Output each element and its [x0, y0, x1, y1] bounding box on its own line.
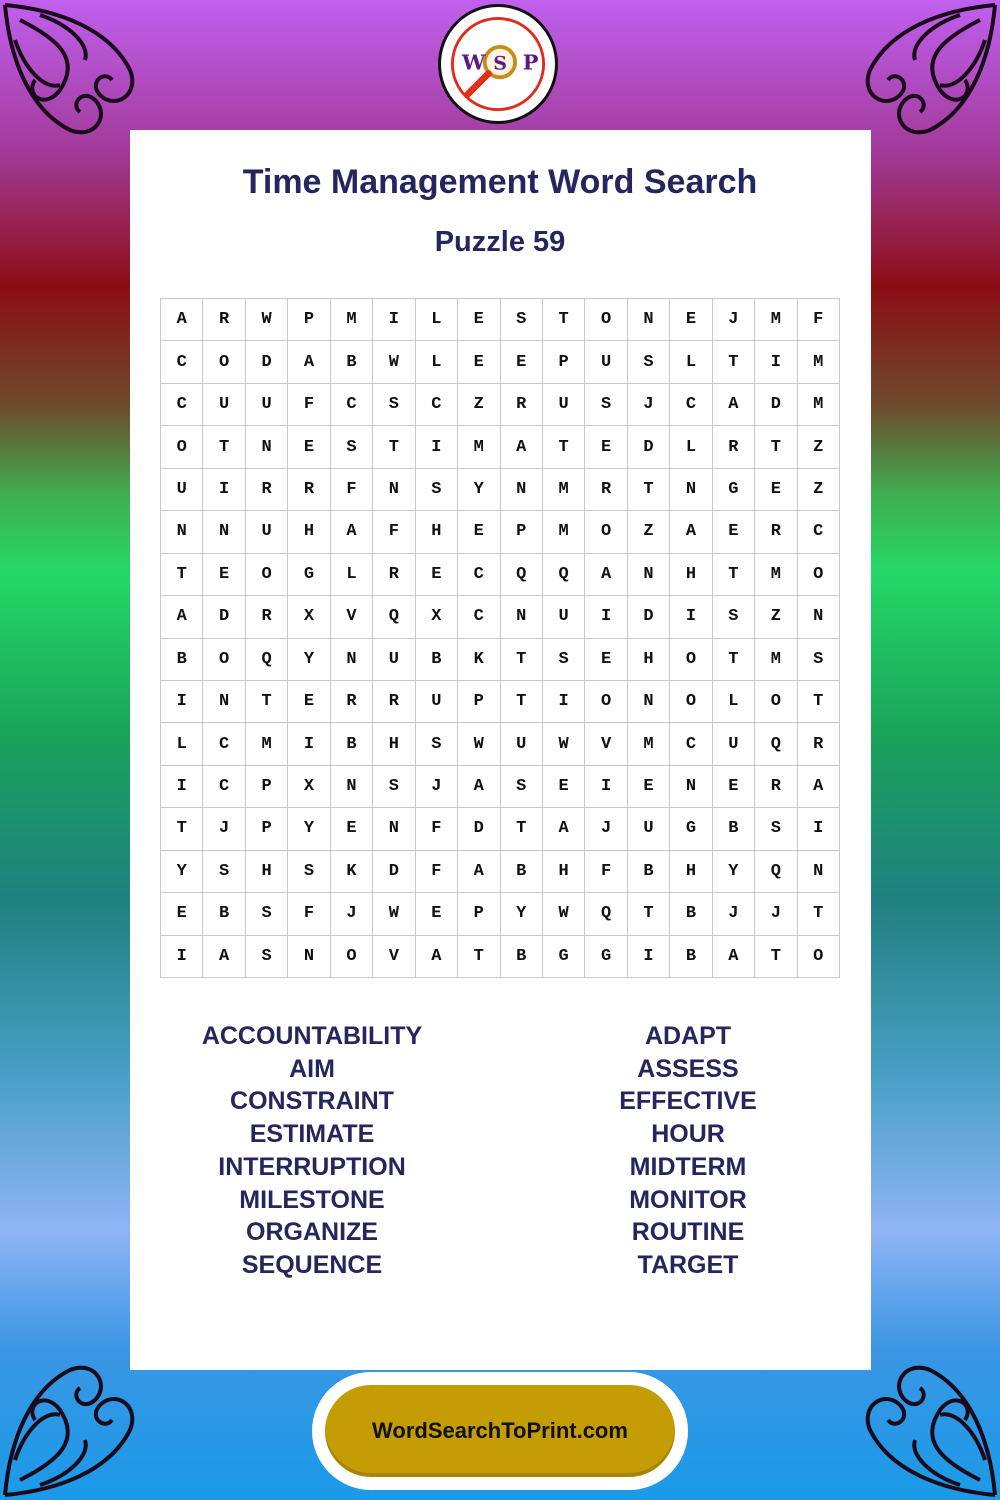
grid-cell[interactable]: U: [543, 596, 585, 638]
grid-cell[interactable]: E: [670, 299, 712, 341]
grid-cell[interactable]: O: [585, 511, 627, 553]
grid-cell[interactable]: H: [373, 723, 415, 765]
grid-cell[interactable]: P: [501, 511, 543, 553]
grid-cell[interactable]: T: [501, 808, 543, 850]
grid-cell[interactable]: Z: [755, 596, 797, 638]
grid-cell[interactable]: L: [331, 554, 373, 596]
wsp-logo[interactable]: [438, 4, 558, 124]
grid-cell[interactable]: B: [713, 808, 755, 850]
grid-cell[interactable]: H: [670, 554, 712, 596]
grid-cell[interactable]: E: [288, 681, 330, 723]
grid-cell[interactable]: Z: [798, 469, 840, 511]
grid-cell[interactable]: A: [416, 936, 458, 978]
grid-cell[interactable]: J: [755, 893, 797, 935]
grid-cell[interactable]: M: [543, 469, 585, 511]
grid-cell[interactable]: E: [288, 426, 330, 468]
grid-cell[interactable]: E: [458, 511, 500, 553]
grid-cell[interactable]: T: [543, 426, 585, 468]
grid-cell[interactable]: N: [628, 554, 670, 596]
grid-cell[interactable]: C: [161, 341, 203, 383]
grid-cell[interactable]: J: [628, 384, 670, 426]
word-list-item: ESTIMATE: [249, 1120, 375, 1149]
grid-cell[interactable]: Z: [798, 426, 840, 468]
grid-cell[interactable]: N: [501, 596, 543, 638]
grid-cell[interactable]: U: [246, 384, 288, 426]
grid-cell[interactable]: A: [161, 596, 203, 638]
grid-cell[interactable]: E: [713, 766, 755, 808]
grid-cell[interactable]: M: [628, 723, 670, 765]
word-list-item: HOUR: [651, 1120, 725, 1149]
grid-cell[interactable]: D: [373, 851, 415, 893]
grid-cell[interactable]: W: [246, 299, 288, 341]
grid-cell[interactable]: S: [628, 341, 670, 383]
grid-cell[interactable]: C: [416, 384, 458, 426]
grid-cell[interactable]: L: [416, 299, 458, 341]
grid-cell[interactable]: T: [755, 936, 797, 978]
grid-cell[interactable]: B: [670, 893, 712, 935]
grid-cell[interactable]: T: [713, 639, 755, 681]
grid-cell[interactable]: R: [246, 469, 288, 511]
grid-cell[interactable]: F: [288, 893, 330, 935]
grid-cell[interactable]: S: [246, 893, 288, 935]
grid-cell[interactable]: Y: [288, 808, 330, 850]
grid-cell[interactable]: J: [416, 766, 458, 808]
grid-cell[interactable]: K: [331, 851, 373, 893]
word-list-item: MILESTONE: [239, 1185, 385, 1214]
grid-cell[interactable]: O: [203, 639, 245, 681]
grid-cell[interactable]: B: [628, 851, 670, 893]
grid-cell[interactable]: Q: [543, 554, 585, 596]
grid-cell[interactable]: M: [458, 426, 500, 468]
grid-cell[interactable]: G: [288, 554, 330, 596]
grid-cell[interactable]: J: [203, 808, 245, 850]
grid-cell[interactable]: A: [585, 554, 627, 596]
grid-cell[interactable]: C: [670, 723, 712, 765]
grid-cell[interactable]: T: [628, 469, 670, 511]
grid-cell[interactable]: Y: [458, 469, 500, 511]
grid-cell[interactable]: E: [628, 766, 670, 808]
grid-cell[interactable]: M: [798, 384, 840, 426]
grid-cell[interactable]: T: [501, 681, 543, 723]
grid-cell[interactable]: N: [246, 426, 288, 468]
grid-cell[interactable]: E: [458, 299, 500, 341]
word-list-item: ROUTINE: [631, 1218, 745, 1247]
grid-cell[interactable]: T: [628, 893, 670, 935]
grid-cell[interactable]: F: [416, 808, 458, 850]
grid-cell[interactable]: F: [585, 851, 627, 893]
grid-cell[interactable]: B: [501, 851, 543, 893]
grid-cell[interactable]: R: [246, 596, 288, 638]
grid-cell[interactable]: I: [585, 596, 627, 638]
grid-cell[interactable]: X: [288, 766, 330, 808]
grid-cell[interactable]: R: [501, 384, 543, 426]
grid-cell[interactable]: Q: [501, 554, 543, 596]
grid-cell[interactable]: T: [713, 554, 755, 596]
grid-cell[interactable]: A: [501, 426, 543, 468]
grid-cell[interactable]: M: [246, 723, 288, 765]
grid-cell[interactable]: U: [501, 723, 543, 765]
word-list-item: MONITOR: [629, 1185, 747, 1214]
grid-cell[interactable]: H: [416, 511, 458, 553]
grid-cell[interactable]: I: [416, 426, 458, 468]
grid-cell[interactable]: O: [246, 554, 288, 596]
logo-letter-w: W: [461, 49, 486, 75]
grid-cell[interactable]: G: [585, 936, 627, 978]
grid-cell[interactable]: T: [713, 341, 755, 383]
grid-cell[interactable]: A: [288, 341, 330, 383]
grid-cell[interactable]: Z: [628, 511, 670, 553]
grid-cell[interactable]: N: [628, 681, 670, 723]
grid-cell[interactable]: Y: [501, 893, 543, 935]
grid-cell[interactable]: O: [161, 426, 203, 468]
grid-cell[interactable]: G: [670, 808, 712, 850]
grid-cell[interactable]: H: [628, 639, 670, 681]
grid-cell[interactable]: N: [628, 299, 670, 341]
grid-cell[interactable]: B: [331, 723, 373, 765]
grid-cell[interactable]: F: [798, 299, 840, 341]
grid-cell[interactable]: U: [246, 511, 288, 553]
grid-cell[interactable]: T: [798, 893, 840, 935]
grid-cell[interactable]: A: [543, 808, 585, 850]
grid-cell[interactable]: D: [755, 384, 797, 426]
grid-cell[interactable]: N: [670, 766, 712, 808]
grid-cell[interactable]: S: [543, 639, 585, 681]
grid-cell[interactable]: N: [373, 808, 415, 850]
grid-cell[interactable]: S: [585, 384, 627, 426]
grid-cell[interactable]: R: [288, 469, 330, 511]
grid-cell[interactable]: O: [798, 554, 840, 596]
grid-cell[interactable]: P: [246, 808, 288, 850]
grid-cell[interactable]: A: [798, 766, 840, 808]
grid-cell[interactable]: Q: [755, 851, 797, 893]
grid-cell[interactable]: A: [331, 511, 373, 553]
grid-cell[interactable]: H: [543, 851, 585, 893]
grid-cell[interactable]: T: [203, 426, 245, 468]
grid-cell[interactable]: N: [670, 469, 712, 511]
grid-cell[interactable]: E: [416, 893, 458, 935]
grid-cell[interactable]: E: [713, 511, 755, 553]
grid-cell[interactable]: Z: [458, 384, 500, 426]
word-list-item: ASSESS: [637, 1054, 739, 1083]
grid-cell[interactable]: Y: [288, 639, 330, 681]
grid-cell[interactable]: O: [331, 936, 373, 978]
word-list-item: ACCOUNTABILITY: [201, 1022, 423, 1050]
grid-cell[interactable]: R: [373, 681, 415, 723]
grid-cell[interactable]: U: [585, 341, 627, 383]
grid-cell[interactable]: S: [416, 723, 458, 765]
grid-cell[interactable]: D: [246, 341, 288, 383]
grid-cell[interactable]: R: [755, 511, 797, 553]
grid-cell[interactable]: S: [373, 766, 415, 808]
grid-cell[interactable]: H: [246, 851, 288, 893]
grid-cell[interactable]: P: [288, 299, 330, 341]
grid-cell[interactable]: R: [373, 554, 415, 596]
grid-cell[interactable]: E: [458, 341, 500, 383]
grid-cell[interactable]: E: [543, 766, 585, 808]
grid-cell[interactable]: S: [798, 639, 840, 681]
grid-cell[interactable]: L: [670, 426, 712, 468]
grid-cell[interactable]: U: [373, 639, 415, 681]
page-title: Time Management Word Search: [242, 163, 758, 201]
grid-cell[interactable]: F: [288, 384, 330, 426]
grid-cell[interactable]: C: [458, 554, 500, 596]
grid-cell[interactable]: R: [713, 426, 755, 468]
grid-cell[interactable]: I: [203, 469, 245, 511]
grid-cell[interactable]: W: [543, 723, 585, 765]
grid-cell[interactable]: M: [331, 299, 373, 341]
grid-cell[interactable]: S: [713, 596, 755, 638]
grid-cell[interactable]: U: [416, 681, 458, 723]
grid-cell[interactable]: A: [713, 384, 755, 426]
grid-cell[interactable]: B: [161, 639, 203, 681]
grid-cell[interactable]: R: [331, 681, 373, 723]
grid-cell[interactable]: T: [246, 681, 288, 723]
grid-cell[interactable]: J: [713, 893, 755, 935]
grid-cell[interactable]: S: [755, 808, 797, 850]
grid-cell[interactable]: W: [373, 341, 415, 383]
grid-cell[interactable]: I: [161, 766, 203, 808]
grid-cell[interactable]: M: [543, 511, 585, 553]
grid-cell[interactable]: E: [331, 808, 373, 850]
grid-cell[interactable]: A: [713, 936, 755, 978]
word-list-item: EFFECTIVE: [619, 1087, 757, 1116]
grid-cell[interactable]: I: [543, 681, 585, 723]
grid-cell[interactable]: I: [798, 808, 840, 850]
grid-cell[interactable]: C: [798, 511, 840, 553]
grid-cell[interactable]: J: [585, 808, 627, 850]
grid-cell[interactable]: T: [161, 808, 203, 850]
grid-cell[interactable]: R: [798, 723, 840, 765]
word-list-item: AIM: [289, 1054, 335, 1083]
grid-cell[interactable]: T: [798, 681, 840, 723]
grid-cell[interactable]: F: [416, 851, 458, 893]
grid-cell[interactable]: E: [585, 426, 627, 468]
grid-cell[interactable]: M: [798, 341, 840, 383]
grid-cell[interactable]: S: [501, 299, 543, 341]
grid-cell[interactable]: A: [458, 766, 500, 808]
grid-cell[interactable]: L: [670, 341, 712, 383]
grid-cell[interactable]: T: [543, 299, 585, 341]
grid-cell[interactable]: I: [161, 681, 203, 723]
grid-cell[interactable]: J: [331, 893, 373, 935]
grid-cell[interactable]: B: [501, 936, 543, 978]
grid-cell[interactable]: L: [713, 681, 755, 723]
grid-cell[interactable]: S: [501, 766, 543, 808]
word-list-left: [152, 1020, 472, 1282]
grid-cell[interactable]: W: [373, 893, 415, 935]
grid-cell[interactable]: Y: [161, 851, 203, 893]
grid-cell[interactable]: I: [670, 596, 712, 638]
grid-cell[interactable]: U: [543, 384, 585, 426]
grid-cell[interactable]: B: [203, 893, 245, 935]
grid-cell[interactable]: I: [755, 341, 797, 383]
grid-cell[interactable]: O: [670, 681, 712, 723]
grid-cell[interactable]: S: [331, 426, 373, 468]
grid-cell[interactable]: N: [161, 511, 203, 553]
grid-cell[interactable]: A: [458, 851, 500, 893]
word-list-right: [528, 1020, 848, 1282]
grid-cell[interactable]: C: [458, 596, 500, 638]
grid-cell[interactable]: Q: [373, 596, 415, 638]
grid-cell[interactable]: I: [373, 299, 415, 341]
grid-cell[interactable]: L: [416, 341, 458, 383]
grid-cell[interactable]: A: [203, 936, 245, 978]
grid-cell[interactable]: N: [501, 469, 543, 511]
grid-cell[interactable]: B: [670, 936, 712, 978]
grid-cell[interactable]: U: [628, 808, 670, 850]
grid-cell[interactable]: C: [203, 766, 245, 808]
grid-cell[interactable]: H: [288, 511, 330, 553]
grid-cell[interactable]: O: [670, 639, 712, 681]
grid-cell[interactable]: D: [628, 426, 670, 468]
grid-cell[interactable]: O: [203, 341, 245, 383]
grid-cell[interactable]: I: [288, 723, 330, 765]
grid-cell[interactable]: D: [628, 596, 670, 638]
grid-cell[interactable]: P: [458, 681, 500, 723]
grid-cell[interactable]: I: [161, 936, 203, 978]
grid-cell[interactable]: M: [755, 554, 797, 596]
grid-cell[interactable]: A: [161, 299, 203, 341]
grid-cell[interactable]: S: [373, 384, 415, 426]
grid-cell[interactable]: J: [713, 299, 755, 341]
grid-cell[interactable]: E: [203, 554, 245, 596]
grid-cell[interactable]: E: [501, 341, 543, 383]
grid-cell[interactable]: E: [755, 469, 797, 511]
grid-cell[interactable]: Q: [585, 893, 627, 935]
grid-cell[interactable]: P: [543, 341, 585, 383]
grid-cell[interactable]: B: [416, 639, 458, 681]
grid-cell[interactable]: E: [416, 554, 458, 596]
website-link-button[interactable]: WordSearchToPrint.com: [325, 1385, 675, 1477]
grid-cell[interactable]: Q: [755, 723, 797, 765]
grid-cell[interactable]: C: [331, 384, 373, 426]
grid-cell[interactable]: R: [585, 469, 627, 511]
grid-cell[interactable]: O: [755, 681, 797, 723]
grid-cell[interactable]: I: [628, 936, 670, 978]
word-list-item: TARGET: [637, 1250, 739, 1279]
grid-cell[interactable]: N: [373, 469, 415, 511]
grid-cell[interactable]: U: [713, 723, 755, 765]
grid-cell[interactable]: G: [543, 936, 585, 978]
word-list-item: SEQUENCE: [241, 1250, 383, 1279]
grid-cell[interactable]: N: [331, 766, 373, 808]
grid-cell[interactable]: B: [331, 341, 373, 383]
word-list-item: MIDTERM: [629, 1152, 747, 1181]
grid-cell[interactable]: E: [161, 893, 203, 935]
logo-letter-s: S: [493, 52, 507, 75]
grid-cell[interactable]: C: [670, 384, 712, 426]
grid-cell[interactable]: U: [203, 384, 245, 426]
grid-cell[interactable]: Y: [713, 851, 755, 893]
grid-cell[interactable]: V: [331, 596, 373, 638]
grid-cell[interactable]: T: [373, 426, 415, 468]
grid-cell[interactable]: R: [203, 299, 245, 341]
grid-cell[interactable]: Q: [246, 639, 288, 681]
grid-cell[interactable]: L: [161, 723, 203, 765]
grid-cell[interactable]: A: [670, 511, 712, 553]
letter-grid[interactable]: [160, 298, 840, 978]
grid-cell[interactable]: F: [331, 469, 373, 511]
grid-cell[interactable]: N: [331, 639, 373, 681]
grid-cell[interactable]: P: [458, 893, 500, 935]
grid-cell[interactable]: K: [458, 639, 500, 681]
grid-cell[interactable]: G: [713, 469, 755, 511]
grid-cell[interactable]: V: [585, 723, 627, 765]
grid-cell[interactable]: N: [203, 681, 245, 723]
grid-cell[interactable]: S: [288, 851, 330, 893]
logo-letter-p: P: [522, 49, 539, 75]
grid-cell[interactable]: V: [373, 936, 415, 978]
grid-cell[interactable]: T: [501, 639, 543, 681]
grid-cell[interactable]: I: [585, 766, 627, 808]
grid-cell[interactable]: W: [543, 893, 585, 935]
grid-cell[interactable]: M: [755, 639, 797, 681]
grid-cell[interactable]: N: [203, 511, 245, 553]
word-list-item: INTERRUPTION: [218, 1152, 406, 1181]
puzzle-number: Puzzle 59: [434, 226, 566, 258]
grid-cell[interactable]: T: [458, 936, 500, 978]
grid-cell[interactable]: D: [458, 808, 500, 850]
grid-cell[interactable]: X: [288, 596, 330, 638]
grid-cell[interactable]: H: [670, 851, 712, 893]
grid-cell[interactable]: E: [585, 639, 627, 681]
grid-cell[interactable]: T: [161, 554, 203, 596]
grid-cell[interactable]: D: [203, 596, 245, 638]
grid-cell[interactable]: T: [755, 426, 797, 468]
grid-cell[interactable]: S: [416, 469, 458, 511]
grid-cell[interactable]: M: [755, 299, 797, 341]
grid-cell[interactable]: W: [458, 723, 500, 765]
word-list-item: ADAPT: [644, 1022, 732, 1050]
grid-cell[interactable]: C: [161, 384, 203, 426]
word-list-item: CONSTRAINT: [230, 1087, 394, 1116]
grid-cell[interactable]: R: [755, 766, 797, 808]
grid-cell[interactable]: F: [373, 511, 415, 553]
grid-cell[interactable]: S: [246, 936, 288, 978]
grid-cell[interactable]: O: [798, 936, 840, 978]
grid-cell[interactable]: U: [161, 469, 203, 511]
grid-cell[interactable]: N: [288, 936, 330, 978]
grid-cell[interactable]: S: [203, 851, 245, 893]
word-list-item: ORGANIZE: [246, 1218, 378, 1247]
grid-cell[interactable]: O: [585, 299, 627, 341]
grid-cell[interactable]: N: [798, 596, 840, 638]
grid-cell[interactable]: X: [416, 596, 458, 638]
grid-cell[interactable]: P: [246, 766, 288, 808]
grid-cell[interactable]: C: [203, 723, 245, 765]
grid-cell[interactable]: N: [798, 851, 840, 893]
grid-cell[interactable]: O: [585, 681, 627, 723]
